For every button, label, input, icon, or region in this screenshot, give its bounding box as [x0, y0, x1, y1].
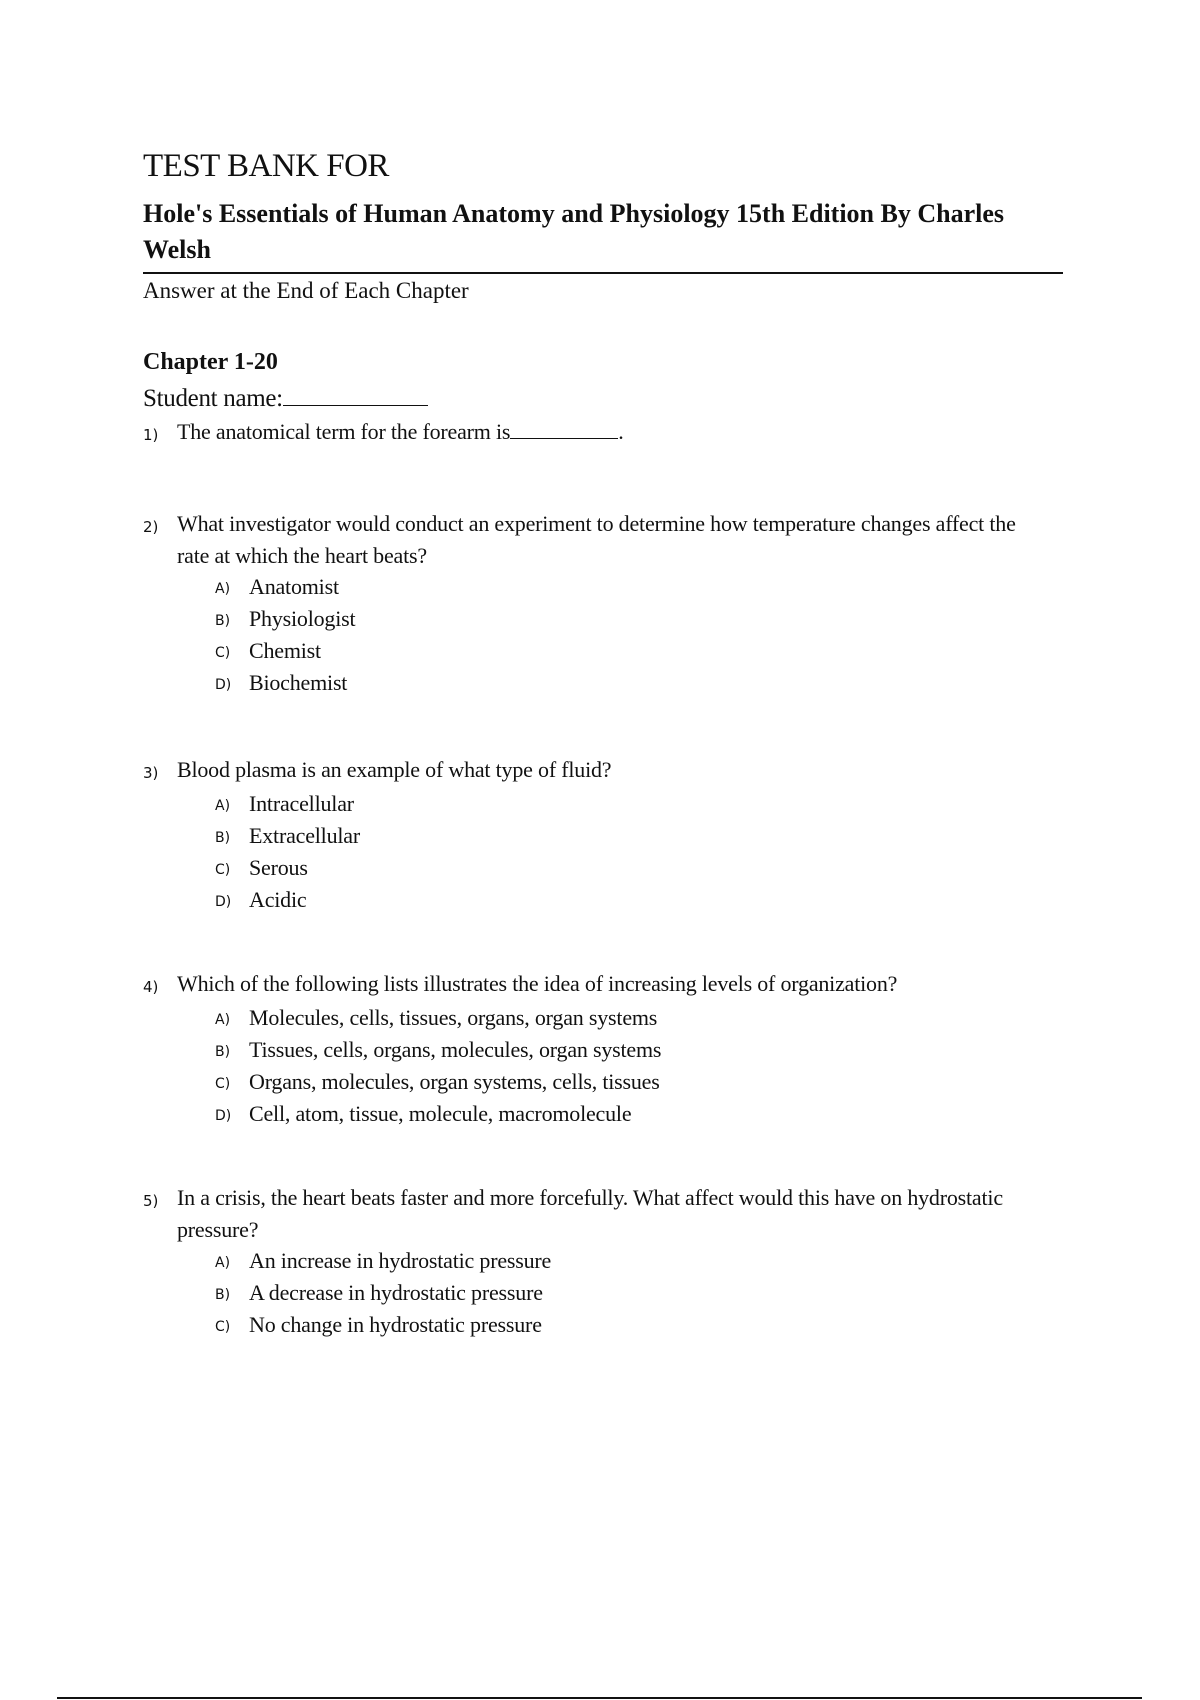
option-letter: D): [215, 894, 232, 910]
answer-options: [143, 1246, 1023, 1342]
option-c: [215, 853, 1023, 885]
footer-divider: [57, 1697, 1142, 1699]
option-text: Acidic: [249, 887, 307, 912]
option-b: [215, 821, 1023, 853]
option-b: [215, 1035, 1023, 1067]
question-number: 5): [143, 1192, 159, 1210]
option-text: Serous: [249, 855, 308, 880]
question-suffix: .: [618, 419, 624, 444]
option-letter: B): [215, 1287, 231, 1303]
option-letter: B): [215, 613, 231, 629]
answer-note: Answer at the End of Each Chapter: [143, 278, 469, 303]
question-text: Which of the following lists illustrates the idea of increasing levels of organization?: [177, 971, 898, 996]
option-letter: A): [215, 581, 231, 597]
option-text: Chemist: [249, 638, 321, 663]
book-title: Hole's Essentials of Human Anatomy and Physiology 15th Edition By Charles Welsh: [143, 199, 1005, 264]
question-number: 3): [143, 764, 159, 782]
option-text: Anatomist: [249, 574, 339, 599]
question-text: In a crisis, the heart beats faster and more forcefully. What affect would this have on hydrostatic pressure?: [177, 1185, 1003, 1242]
question-5: [143, 1182, 1023, 1342]
question-3: [143, 754, 1023, 917]
option-text: Organs, molecules, organ systems, cells, tissues: [249, 1069, 660, 1094]
option-b: [215, 1278, 1023, 1310]
option-d: [215, 1099, 1023, 1131]
option-letter: B): [215, 830, 231, 846]
option-b: [215, 604, 1023, 636]
page-heading: TEST BANK FOR: [143, 148, 389, 184]
answer-blank: [510, 418, 618, 439]
option-letter: A): [215, 798, 231, 814]
option-text: A decrease in hydrostatic pressure: [249, 1280, 543, 1305]
question-1: [143, 416, 1023, 451]
student-name-label: Student name:: [143, 385, 283, 412]
option-c: [215, 1067, 1023, 1099]
option-d: [215, 885, 1023, 917]
option-c: [215, 1310, 1023, 1342]
question-number: 4): [143, 978, 159, 996]
option-a: [215, 789, 1023, 821]
option-letter: C): [215, 645, 231, 661]
option-text: Tissues, cells, organs, molecules, organ systems: [249, 1037, 662, 1062]
option-letter: C): [215, 1319, 231, 1335]
option-text: No change in hydrostatic pressure: [249, 1312, 542, 1337]
answer-options: [143, 789, 1023, 917]
option-letter: D): [215, 677, 232, 693]
option-text: Molecules, cells, tissues, organs, organ systems: [249, 1005, 658, 1030]
student-name-blank: [283, 383, 428, 406]
title-divider: [143, 272, 1063, 274]
question-number: 2): [143, 518, 159, 536]
option-text: Physiologist: [249, 606, 356, 631]
option-c: [215, 636, 1023, 668]
answer-options: [143, 1003, 1023, 1131]
option-text: Extracellular: [249, 823, 360, 848]
chapter-label: Chapter 1-20: [143, 349, 278, 375]
option-text: An increase in hydrostatic pressure: [249, 1248, 552, 1273]
question-text: The anatomical term for the forearm is: [177, 419, 511, 444]
option-a: [215, 1246, 1023, 1278]
question-4: [143, 968, 1023, 1131]
option-letter: D): [215, 1108, 232, 1124]
option-text: Cell, atom, tissue, molecule, macromolecule: [249, 1101, 632, 1126]
student-name-field: [143, 383, 428, 413]
question-number: 1): [143, 426, 159, 444]
option-text: Biochemist: [249, 670, 348, 695]
option-d: [215, 668, 1023, 700]
option-letter: C): [215, 1076, 231, 1092]
option-text: Intracellular: [249, 791, 354, 816]
option-a: [215, 1003, 1023, 1035]
question-text: What investigator would conduct an experiment to determine how temperature changes affect the rate at which the heart beats?: [177, 511, 1016, 568]
option-a: [215, 572, 1023, 604]
option-letter: B): [215, 1044, 231, 1060]
option-letter: A): [215, 1012, 231, 1028]
answer-options: [143, 572, 1023, 700]
option-letter: A): [215, 1255, 231, 1271]
question-text: Blood plasma is an example of what type of fluid?: [177, 757, 612, 782]
question-2: [143, 508, 1023, 700]
option-letter: C): [215, 862, 231, 878]
